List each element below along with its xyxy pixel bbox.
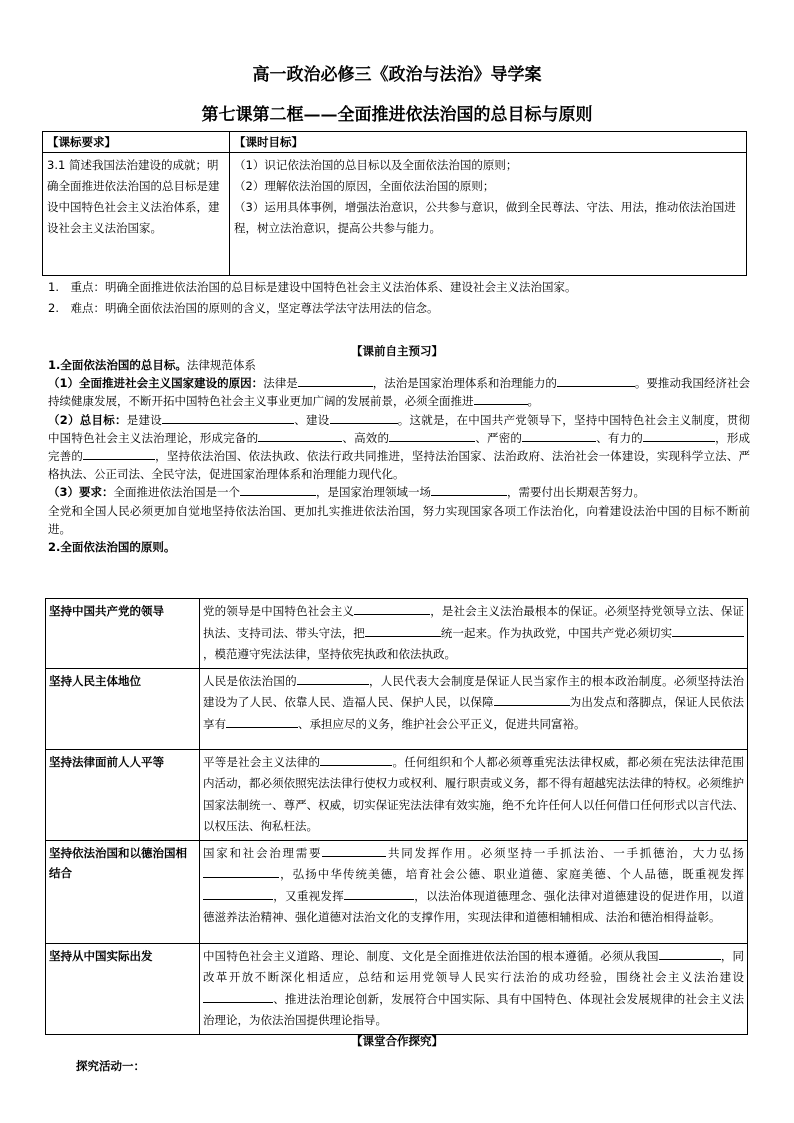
preview-section — [48, 356, 750, 556]
principle-content — [200, 599, 748, 669]
text: 、有力的 — [596, 430, 643, 445]
requirement-cell: 3.1 简述我国法治建设的成就；明确全面推进依法治国的总目标是建设中国特色社会主义法治体系，建设社会主义法治国家。 — [43, 153, 230, 276]
fill-blank[interactable] — [344, 888, 414, 900]
fill-blank[interactable] — [431, 484, 507, 496]
text: 国家和社会治理需要 — [203, 845, 323, 860]
text: 。这就是，在中国共产党领导下，坚持中国特色社会主义制度，贯彻中国特色社会主义法治理论，形成完备的 — [48, 412, 750, 445]
cooperative-section-title: 【课堂合作探究】 — [351, 1034, 443, 1048]
text: 人民是依法治国的 — [203, 673, 297, 688]
fill-blank[interactable] — [474, 393, 528, 405]
fill-blank[interactable] — [672, 625, 744, 637]
text: ，是国家治理领域一场 — [316, 485, 432, 500]
text: ，法治是国家治理体系和治理能力的 — [372, 376, 557, 391]
text: 是建设 — [126, 412, 162, 427]
text: ，人民代表大会制度是保证人民当家作主的根本政治制度。必须坚持法治建设为了人民、依靠人民、造福人民、保护人民，以保障 — [203, 673, 745, 709]
standards-body-row — [43, 153, 747, 276]
principle-row — [46, 749, 748, 840]
fill-blank[interactable] — [365, 625, 441, 637]
fill-blank[interactable] — [557, 375, 635, 387]
text: ，模范遵守宪法法律，坚持依宪执政和依法执政。 — [203, 647, 456, 661]
text: 、严密的 — [475, 430, 523, 445]
text: 平等是社会主义法律的 — [203, 754, 321, 769]
preview-heading-1 — [48, 356, 750, 374]
fill-blank[interactable] — [643, 430, 715, 442]
goal-item: （1）识记依法治国的总目标以及全面依法治国的原则； — [234, 158, 518, 172]
principle-name: 坚持从中国实际出发 — [46, 943, 200, 1034]
heading-bold: 1.全面依法治国的总目标。 — [48, 358, 187, 372]
standards-header-row — [43, 132, 747, 153]
fill-blank[interactable] — [659, 948, 721, 960]
text: ，需要付出长期艰苦努力。 — [507, 485, 646, 500]
preview-paragraph-2 — [48, 411, 750, 484]
text: 共同发挥作用。必须坚持一手抓法治、一手抓德治，大力弘扬 — [386, 845, 744, 860]
fill-blank[interactable] — [298, 375, 373, 387]
standards-col-header: 【课标要求】 — [43, 132, 230, 153]
heading-rest: 法律规范体系 — [186, 358, 256, 372]
text: 。 — [527, 394, 539, 409]
preview-heading-2: 2.全面依法治国的原则。 — [48, 540, 176, 555]
goal-item: （2）理解依法治国的原因，全面依法治国的原则； — [234, 179, 495, 193]
text: 、推进法治理论创新，发展符合中国实际、具有中国特色、体现社会发展规律的社会主义法治理论，为依法治国提供理论指导。 — [203, 991, 744, 1027]
text: ，形成完善的 — [48, 430, 751, 464]
standards-table — [42, 131, 747, 276]
para-lead: （1）全面推进社会主义国家建设的原因： — [48, 376, 264, 391]
fill-blank[interactable] — [297, 673, 369, 685]
fill-blank[interactable] — [389, 430, 475, 442]
key-point: 1. 重点：明确全面推进依法治国的总目标是建设中国特色社会主义法治体系、建设社会主义法治国家。 — [48, 280, 577, 294]
text: ，弘扬中华传统美德，培育社会公德、职业道德、家庭美德、个人品德，既重视发挥 — [279, 867, 744, 881]
fill-blank[interactable] — [162, 412, 294, 424]
fill-blank[interactable] — [522, 430, 596, 442]
fill-blank[interactable] — [83, 448, 155, 460]
principle-row — [46, 668, 748, 749]
preview-section-title: 【课前自主预习】 — [351, 344, 443, 358]
preview-paragraph-1 — [48, 374, 750, 410]
principle-row — [46, 840, 748, 943]
text: 、建设 — [294, 412, 330, 427]
text: 、承担应尽的义务，维护社会公平正义，促进共同富裕。 — [298, 716, 586, 731]
text: 全面推进依法治国是一个 — [113, 485, 241, 500]
goals-col-header: 【课时目标】 — [230, 132, 747, 153]
page-subtitle: 第七课第二框——全面推进依法治国的总目标与原则 — [201, 105, 593, 125]
preview-paragraph-3 — [48, 483, 750, 501]
fill-blank[interactable] — [494, 694, 570, 706]
activity-label: 探究活动一： — [76, 1059, 145, 1073]
fill-blank[interactable] — [258, 430, 342, 442]
text: ，是社会主义法治最根本的保证。必须坚持党领导立法、保证执法、支持司法、带头守法，把 — [203, 604, 744, 640]
principle-content — [200, 840, 748, 943]
text: 。任何组织和个人都必须尊重宪法法律权威，都必须在宪法法律范围内活动，都必须依照宪法法律行使权力或权利、履行职责或义务，都不得有超越宪法法律的特权。必须维护国家法制统一、尊严、权威，切实保证宪法法律有效实施，绝不允许任何人以任何借口任何形式以言代法、以权压法、徇私枉法。 — [203, 754, 744, 833]
text: ，同改革开放不断深化相适应，总结和运用党领导人民实行法治的成功经验，围绕社会主义法治建设 — [203, 948, 745, 984]
text: ，又重视发挥 — [273, 888, 344, 903]
principle-name: 坚持依法治国和以德治国相结合 — [46, 840, 200, 943]
fill-blank[interactable] — [203, 866, 279, 878]
fill-blank[interactable] — [320, 754, 392, 766]
para-lead: （3）要求： — [48, 485, 114, 500]
principle-content — [200, 749, 748, 840]
fill-blank[interactable] — [330, 412, 398, 424]
principle-name: 坚持中国共产党的领导 — [46, 599, 200, 669]
principles-table — [45, 598, 748, 1035]
preview-paragraph-4: 全党和全国人民必须更加自觉地坚持依法治国、更加扎实推进依法治国，努力实现国家各项工作法治化，向着建设法治中国的目标不断前进。 — [48, 503, 750, 536]
text: 党的领导是中国特色社会主义 — [203, 604, 355, 618]
principle-content — [200, 943, 748, 1034]
fill-blank[interactable] — [240, 484, 316, 496]
text: 。要推动我国经济社会持续健康发展，不断开拓中国特色社会主义事业更加广阔的发展前景，必须全面推进 — [48, 376, 751, 409]
text: ，坚持依法治国、依法执政、依法行政共同推进，坚持法治国家、法治政府、法治社会一体建设，实现科学立法、严格执法、公正司法、全民守法，促进国家治理体系和治理能力现代化。 — [48, 449, 750, 482]
principle-name: 坚持法律面前人人平等 — [46, 749, 200, 840]
text: 、高效的 — [342, 430, 390, 445]
text: 为出发点和落脚点，保证人民依法享有 — [203, 695, 744, 731]
page-title: 高一政治必修三《政治与法治》导学案 — [252, 65, 542, 85]
text: 法律是 — [263, 376, 298, 391]
para-lead: （2）总目标： — [48, 412, 127, 427]
principle-content — [200, 668, 748, 749]
goal-item: （3）运用具体事例，增强法治意识，公共参与意识，做到全民尊法、守法、用法，推动依法治国进程，树立法治意识，提高公共参与能力。 — [234, 200, 736, 235]
difficult-point: 2. 难点：明确全面依法治国的原则的含义，坚定尊法学法守法用法的信念。 — [48, 301, 439, 315]
principle-row — [46, 599, 748, 669]
fill-blank[interactable] — [322, 845, 386, 857]
fill-blank[interactable] — [226, 716, 298, 728]
fill-blank[interactable] — [203, 991, 273, 1003]
text: 中国特色社会主义道路、理论、制度、文化是全面推进依法治国的根本遵循。必须从我国 — [203, 948, 659, 963]
principle-row — [46, 943, 748, 1034]
fill-blank[interactable] — [354, 603, 430, 615]
fill-blank[interactable] — [203, 888, 273, 900]
text: 统一起来。作为执政党，中国共产党必须切实 — [440, 625, 673, 640]
goals-cell — [230, 153, 747, 276]
principle-name: 坚持人民主体地位 — [46, 668, 200, 749]
text: ，以法治体现道德理念、强化法律对道德建设的促进作用，以道德滋养法治精神、强化道德对法治文化的支撑作用，实现法律和道德相辅相成、法治和德治相得益彰。 — [203, 888, 744, 924]
